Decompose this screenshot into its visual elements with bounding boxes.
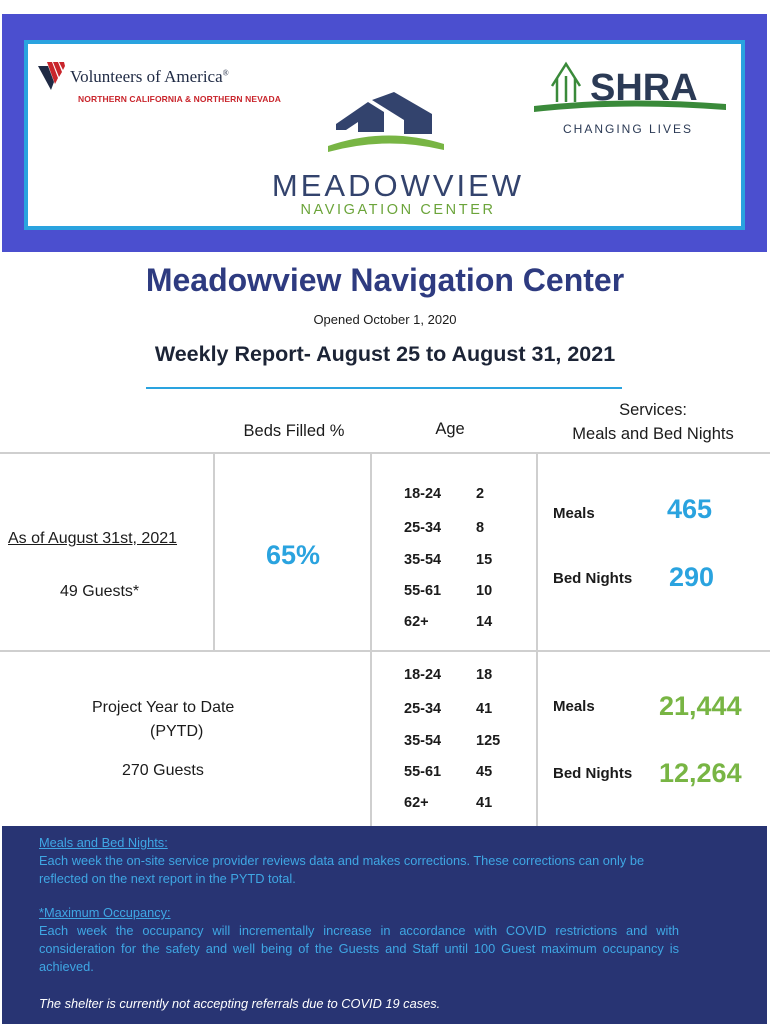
- age-range: 62+: [404, 795, 429, 811]
- pytd-age-row: [404, 733, 514, 753]
- age-count: 45: [476, 764, 493, 780]
- weekly-bed-nights-value: 290: [669, 562, 715, 592]
- shra-wordmark: SHRA: [590, 67, 698, 109]
- age-count: 125: [476, 733, 501, 749]
- age-count: 41: [476, 795, 493, 811]
- pytd-label: Project Year to Date: [92, 699, 235, 716]
- header-age: Age: [435, 420, 465, 438]
- column-divider-3: [536, 454, 538, 826]
- header-services-line1: Services:: [619, 401, 687, 419]
- note-max-occupancy-body: Each week the occupancy will incrementally increase in accordance with COVID restrictions and with consideration for the safety and well being of the Guests and Staff until 100 Guest maximum occupancy is achieved.: [39, 923, 679, 974]
- age-count: 41: [476, 701, 493, 717]
- age-range: 35-54: [404, 733, 442, 749]
- voa-name: Volunteers of America®: [70, 67, 229, 86]
- weekly-meals-value: 465: [667, 494, 713, 524]
- column-divider-2: [370, 454, 372, 826]
- age-count: 8: [476, 520, 485, 536]
- header-banner: [2, 14, 767, 252]
- note-meals-bed-nights-heading: Meals and Bed Nights:: [39, 835, 168, 850]
- logo-panel: [24, 40, 745, 230]
- note-meals-bed-nights-body: Each week the on-site service provider reviews data and makes corrections. These corrections can only be reflected on the next report in the PYTD total.: [39, 853, 645, 886]
- age-range: 55-61: [404, 764, 442, 780]
- pytd-bed-nights-value: 12,264: [659, 758, 742, 788]
- meadowview-wordmark: MEADOWVIEW: [271, 168, 525, 203]
- age-range: 18-24: [404, 667, 442, 683]
- age-range: 25-34: [404, 701, 442, 717]
- navigation-center-wordmark: NAVIGATION CENTER: [300, 202, 496, 218]
- weekly-age-row: [404, 614, 514, 634]
- weekly-meals-label: Meals: [553, 505, 595, 522]
- table-top-divider: [0, 452, 770, 454]
- header-beds-filled: Beds Filled %: [243, 422, 345, 440]
- age-count: 15: [476, 552, 493, 568]
- header-services-line2: Meals and Bed Nights: [572, 425, 734, 443]
- pytd-age-row: [404, 795, 514, 815]
- note-max-occupancy-heading: *Maximum Occupancy:: [39, 905, 171, 920]
- weekly-bed-nights-label: Bed Nights: [553, 570, 633, 587]
- pytd-guest-count: 270 Guests: [122, 762, 204, 779]
- pytd-meals-label: Meals: [553, 698, 595, 715]
- age-range: 55-61: [404, 583, 442, 599]
- pytd-meals-value: 21,444: [659, 691, 742, 721]
- table-middle-divider: [0, 650, 770, 652]
- pytd-abbreviation: (PYTD): [150, 723, 204, 740]
- voa-flag-icon: [38, 60, 72, 94]
- age-range: 62+: [404, 614, 429, 630]
- weekly-age-row: [404, 486, 514, 506]
- age-range: 25-34: [404, 520, 442, 536]
- meadowview-house-icon: [328, 90, 444, 156]
- title-divider: [146, 387, 622, 389]
- age-range: 18-24: [404, 486, 442, 502]
- shra-tagline: CHANGING LIVES: [562, 122, 694, 136]
- as-of-date: As of August 31st, 2021: [8, 530, 178, 547]
- report-title: Weekly Report- August 25 to August 31, 2021: [154, 342, 616, 366]
- pytd-age-row: [404, 701, 514, 721]
- weekly-age-row: [404, 520, 514, 540]
- beds-filled-percent: 65%: [265, 540, 321, 570]
- age-count: 18: [476, 667, 493, 683]
- page-title: Meadowview Navigation Center: [145, 262, 625, 298]
- voa-region: NORTHERN CALIFORNIA & NORTHERN NEVADA: [78, 94, 281, 104]
- age-range: 35-54: [404, 552, 442, 568]
- header-services: [548, 398, 758, 446]
- age-count: 2: [476, 486, 485, 502]
- opened-date: Opened October 1, 2020: [313, 312, 457, 327]
- age-count: 14: [476, 614, 493, 630]
- age-count: 10: [476, 583, 493, 599]
- weekly-age-row: [404, 552, 514, 572]
- weekly-guest-count: 49 Guests*: [60, 583, 140, 600]
- referral-notice: The shelter is currently not accepting referrals due to COVID 19 cases.: [39, 996, 441, 1011]
- weekly-age-row: [404, 583, 514, 603]
- shra-house-icon: [552, 64, 580, 102]
- pytd-age-row: [404, 764, 514, 784]
- pytd-age-row: [404, 667, 514, 687]
- footer-notes: [2, 826, 767, 1024]
- pytd-bed-nights-label: Bed Nights: [553, 765, 633, 782]
- shra-logo: [532, 56, 728, 116]
